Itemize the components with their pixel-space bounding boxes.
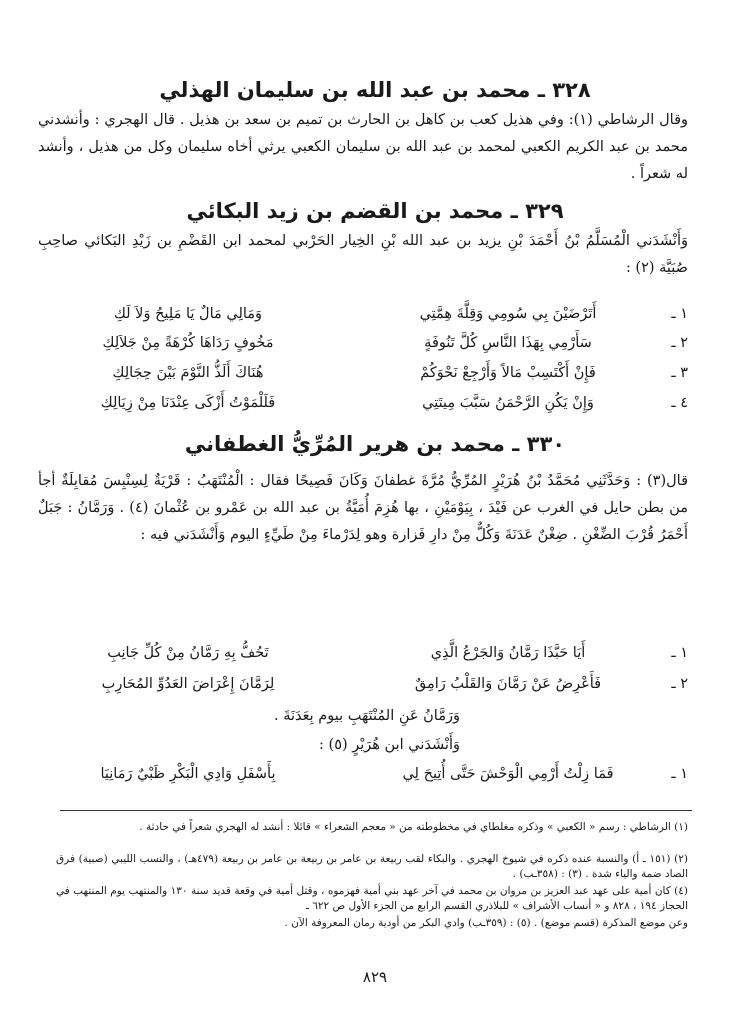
verse-number: ٣ ـ [671, 365, 688, 381]
footnote: (٤) كان أمية على عهد عبد العزيز بن مروان بن محمد في آخر عهد بني أمية فهزموه ، وقتل أمية في وقعة قديد سنة ١٣٠ والمنتهب يوم المنتهب في الحجاز ١٩٤ ، ٨٢٨ و « أنساب الأشراف » للبلاذري القسم الرابع من الجزء الأول ص ٦٢٢ ـ [56, 885, 689, 912]
section-paragraph: قال(٣) : وَحَدَّثَنِي مُحَمَّدُ بْنُ هُرَيْرٍ المُرِّيُّ مُرَّةَ غطفانَ وَكَانَ فَصِيحًا فقال : الْمُنْتَهَبُ : قَرْيَةٌ لِسِنْبِسَ مُقابِلَةٌ أجأ من بطن حايل في الغرب عن فَيْدَ ، بِيَوْمَيْنِ ، بها هُزِمَ أُمَيَّةُ بن عبد الله بن عَمْرو بن عُثْمانَ (٤) . وَرَمَّانُ : جَبَلٌ أَحْمَرُ قُرْبَ الضِّغْنِ . ضِغْنٌ عَدَنَةَ وَكُلٌّ مِنْ دارِ فَزارة وهو لِدَرْماءَ مِنْ طَيِّءٍ اليوم وَأَنْشَدَني فيه : [38, 473, 688, 543]
poem-verse [38, 395, 688, 423]
poem-verse [38, 676, 688, 704]
verse-second-hemistich: بِأَسْفَلِ وَادِي الْبَكْرِ ظَبْيٌ رَمَانِيَا [100, 766, 276, 782]
section-paragraph: وَأَنْشَدَني الْمُسَلَّمُ بْنُ أَحْمَدَ بْنِ يزيد بن عبد الله بْنِ الخِيار الحَرْبي لمحمد ابن القَضْمِ بن زَيْدِ البَكائي صاحِبِ صُبَيَّة (٢) : [38, 233, 688, 276]
verse-second-hemistich: مَخُوفٍ رَدَاهَا كُرْهَةً مِنْ جَلاَلِكِ [102, 335, 274, 351]
verse-first-hemistich: فَإِنْ أَكْتَسِبْ مَالاً وَأَرْجِعْ نَحْوَكُمْ [420, 365, 596, 381]
section-heading: ٣٣٠ ـ محمد بن هرير المُرِّيُّ الغطفاني [184, 432, 566, 456]
verse-first-hemistich: سَأَرْمِي بِهَذَا النَّاسِ كُلَّ تَنُوفَةٍ [424, 335, 592, 351]
verse-first-hemistich: فَمَا زِلْتُ أَرْمِي الْوَحْشَ حَتَّى أُتِيحَ لِي [402, 766, 614, 782]
verse-first-hemistich: أَتَرْضَيْنَ بِي سُومِي وَقِلَّةَ هِمَّتِي [419, 306, 597, 322]
footnote-divider [60, 810, 692, 811]
verse-second-hemistich: وَمَالِي مَالٌ يَا مَلِيحُ وَلاَ لَكِ [113, 306, 263, 322]
poem-verse [38, 645, 688, 673]
section-paragraph: وقال الرشاطي (١): وفي هذيل كعب بن كاهل بن الحارث بن تميم بن سعد بن هذيل . قال الهجري : وأنشدني محمد بن عبد الكريم الكعبي لمحمد بن عبد الله بن سليمان الكعبي يرثي أخاه سليمان وكل من هذيل ، وأنشد له شعراً . [38, 112, 689, 182]
verse-first-hemistich: فَأَعْرِضُ عَنْ رَمَّانَ وَالقَلْبُ رَامِقٌ [414, 676, 602, 692]
poem-verse [38, 365, 688, 393]
page-number: ٨٢٩ [362, 968, 388, 986]
footnote: وعن موضع المذكرة (قسم موضع) . (٥) : (٣٥٩ـب) وادي البكر من أودية رمان المعروفة الآن . [284, 917, 688, 929]
verse-first-hemistich: أَيَا حَبَّذَا رَمَّانُ وَالجَرْعُ الَّذِي [430, 645, 586, 661]
poem-verse [38, 306, 688, 334]
verse-note: وَرَمَّانُ عَنِ المُنْتَهَبِ بيوم بِعَدَنَةَ . [273, 708, 460, 724]
footnote: (٢) (١٥١ ـ أ) والنسبة عنده ذكره في شيوخ الهجري . والبكاء لقب ربيعة بن عامر بن ربيعة بن عامر بن ربيعة (٤٧٩هـ) ، والنسب الليبي (صبية) فرق الصاد ضمة والياء شدة . (٣) : (٣٥٨ـب) . [56, 853, 688, 880]
verse-intro: وَأَنْشَدَني ابن هُرَيْرٍ (٥) : [319, 737, 460, 753]
verse-second-hemistich: فَلَلْمَوْتُ أَزْكَى عِنْدَنَا مِنْ زِيَالِكِ [100, 395, 276, 411]
verse-number: ١ ـ [671, 306, 688, 322]
verse-second-hemistich: هُنَاكَ أَلَذُّ النَّوْمَ بَيْنَ حِجَالِكِ [112, 365, 264, 381]
verse-number: ١ ـ [671, 766, 688, 782]
verse-number: ٤ ـ [671, 395, 688, 411]
section-heading: ٣٢٩ ـ محمد بن القضم بن زيد البكائي [186, 199, 564, 223]
footnote: (١) الرشاطي : رسم « الكعبي » وذكره مغلطاي في مخطوطته من « معجم الشعراء » قائلا : أنشد له الهجري شعراً في حادثة . [139, 821, 688, 833]
verse-second-hemistich: لِرَمَّانَ إِعْرَاضَ العَدُوِّ المُحَارِبِ [101, 676, 275, 692]
poem-verse [38, 335, 688, 363]
verse-number: ٢ ـ [671, 676, 688, 692]
poem-verse [38, 766, 688, 794]
verse-number: ١ ـ [671, 645, 688, 661]
verse-second-hemistich: تَحُفُّ بِهِ رَمَّانُ مِنْ كُلِّ جَانِبِ [107, 645, 269, 661]
verse-first-hemistich: وَإِنْ يَكُنِ الرَّحْمَنُ سَبَّبَ مِيتَتِي [422, 395, 594, 411]
section-heading: ٣٢٨ ـ محمد بن عبد الله بن سليمان الهذلي [159, 78, 591, 102]
verse-number: ٢ ـ [671, 335, 688, 351]
